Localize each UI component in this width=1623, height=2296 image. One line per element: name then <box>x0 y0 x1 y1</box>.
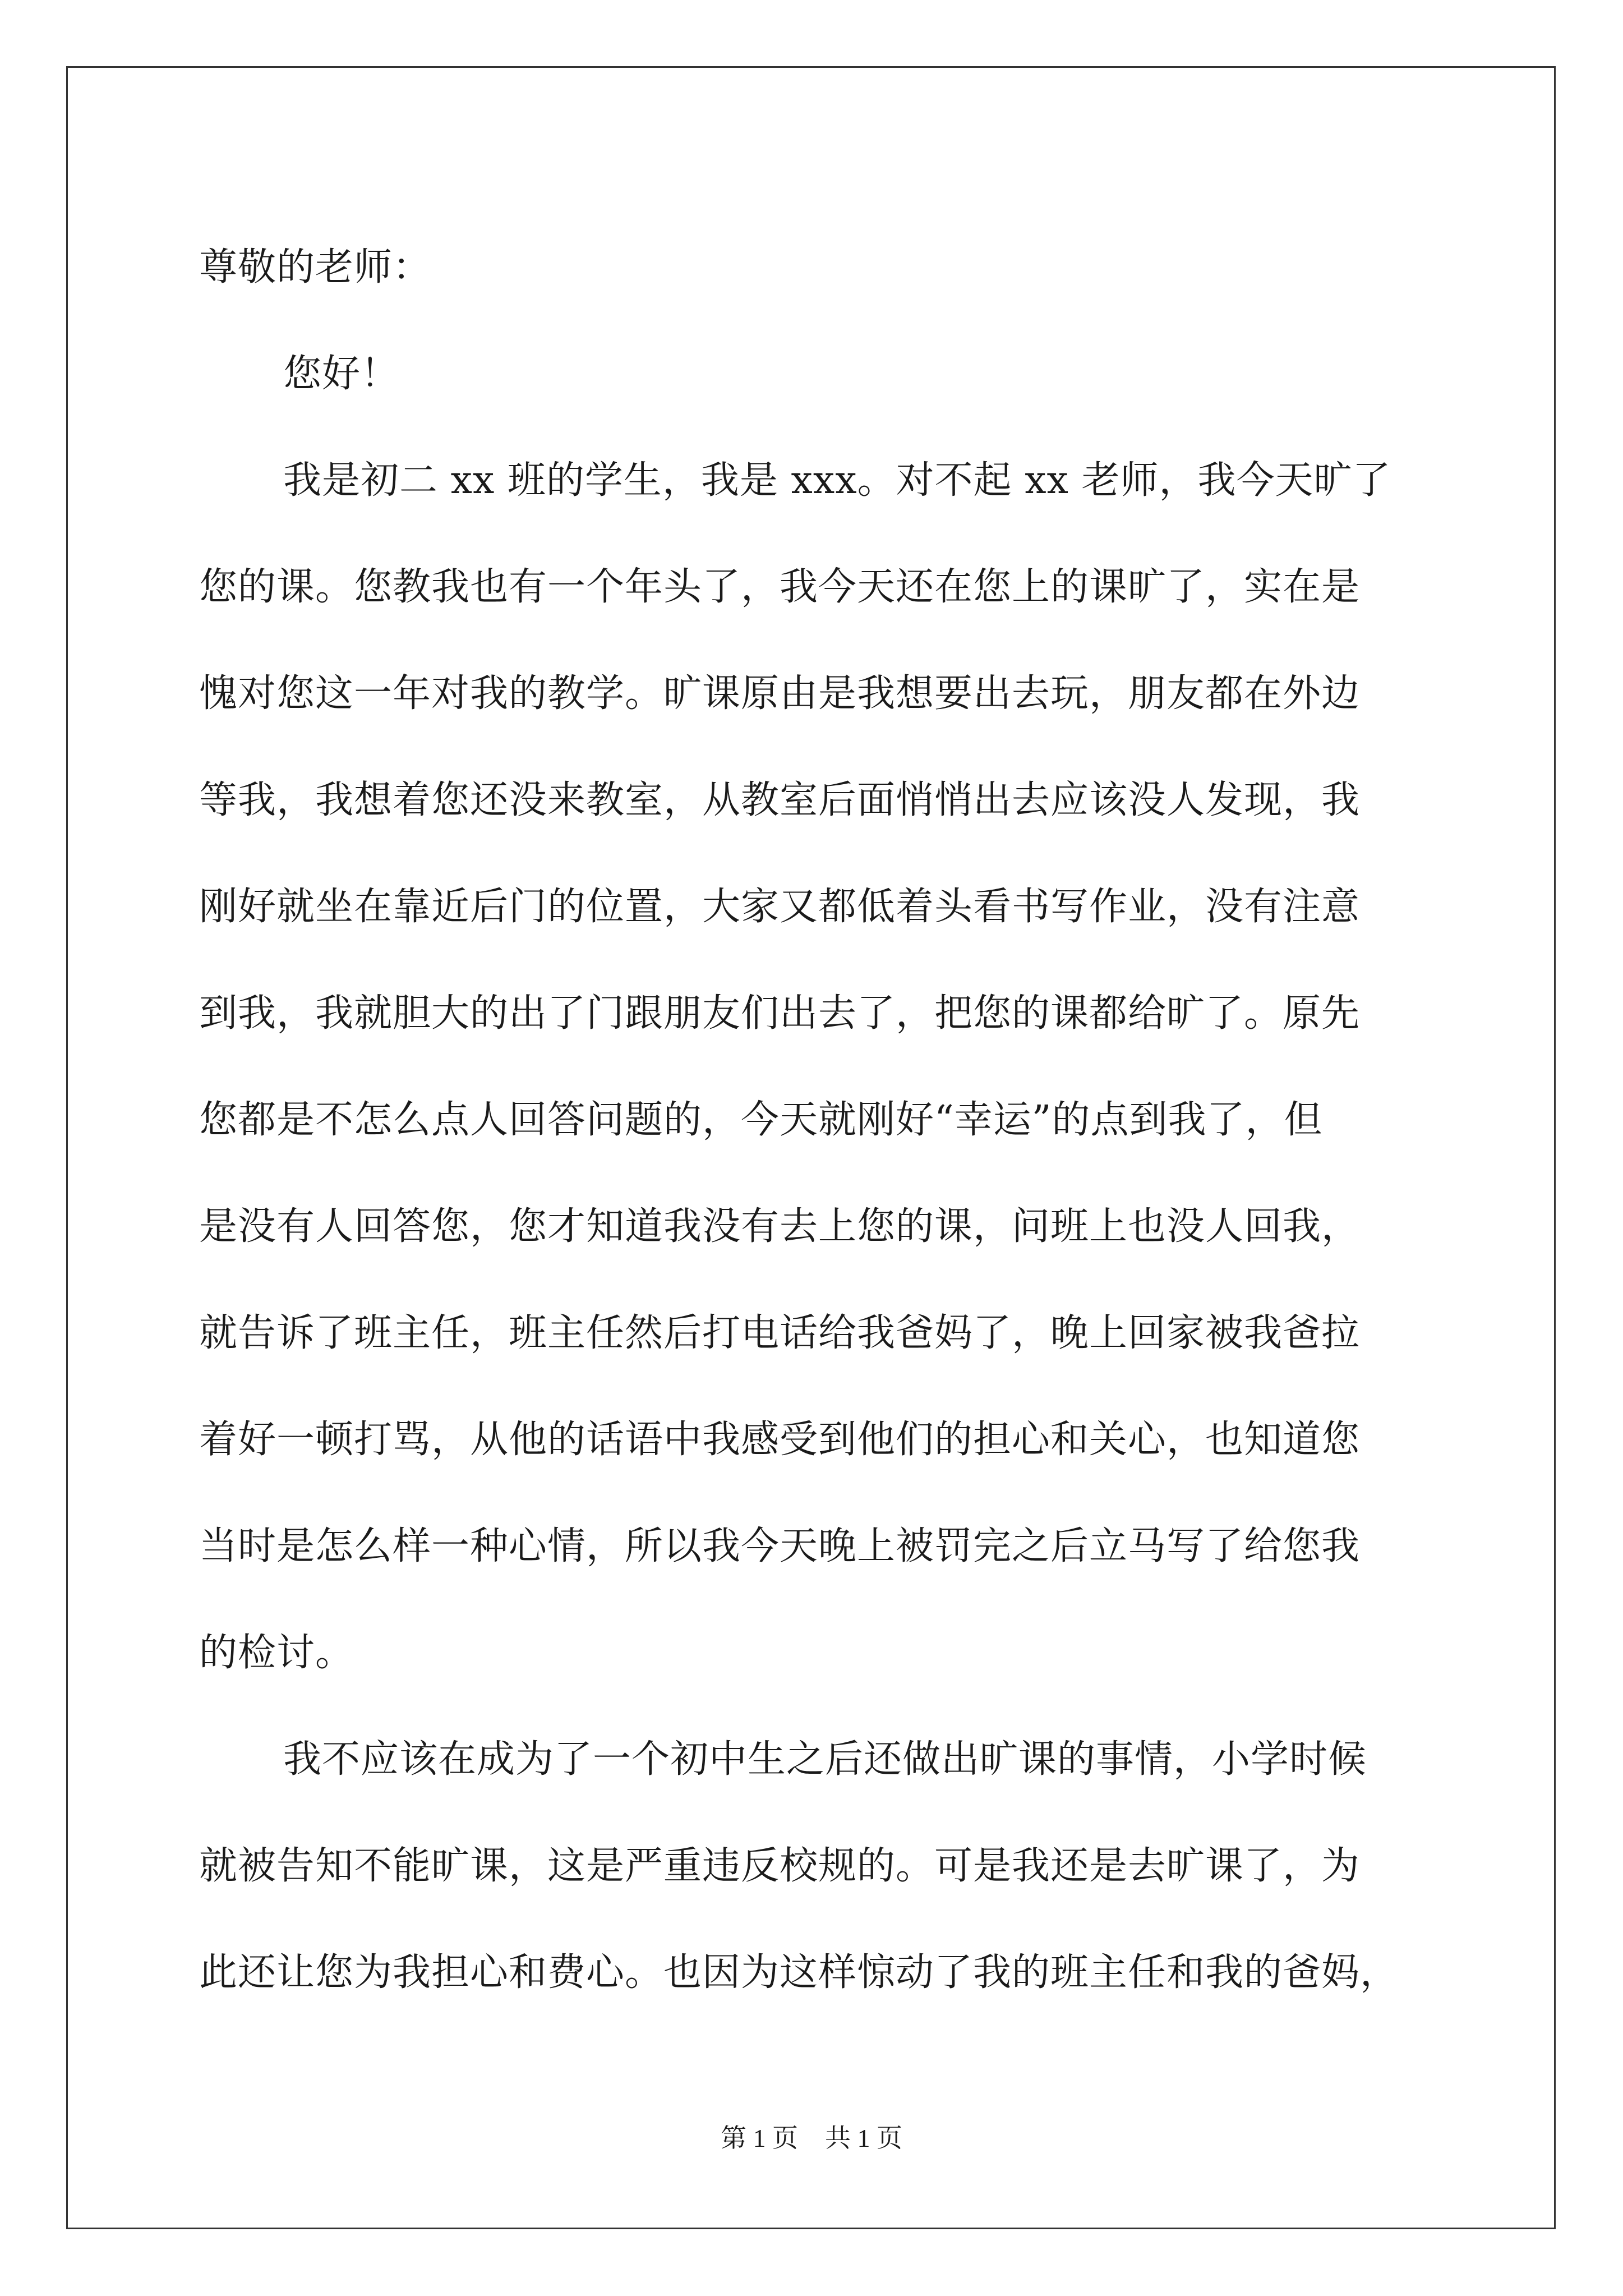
body-line: 就被告知不能旷课，这是严重违反校规的。可是我还是去旷课了，为 <box>199 1844 1361 1888</box>
greeting-line: 您好！ <box>283 352 400 396</box>
body-line: 我是初二 xx 班的学生，我是 xxx。对不起 xx 老师，我今天旷了 <box>283 458 1391 503</box>
body-line: 此还让您为我担心和费心。也因为这样惊动了我的班主任和我的爸妈， <box>199 1950 1399 1995</box>
body-line: 您都是不怎么点人回答问题的，今天就刚好“幸运”的点到我了，但 <box>199 1098 1323 1142</box>
body-line: 到我，我就胆大的出了门跟朋友们出去了，把您的课都给旷了。原先 <box>199 991 1361 1036</box>
body-line: 着好一顿打骂，从他的话语中我感受到他们的担心和关心，也知道您 <box>199 1418 1361 1462</box>
document-body <box>199 214 1433 2026</box>
page-total: 共 1 页 <box>825 2124 902 2152</box>
body-line: 愧对您这一年对我的教学。旷课原由是我想要出去玩，朋友都在外边 <box>199 671 1361 716</box>
body-line: 刚好就坐在靠近后门的位置，大家又都低着头看书写作业，没有注意 <box>199 885 1361 929</box>
body-line: 的检讨。 <box>199 1631 354 1675</box>
salutation-line: 尊敬的老师： <box>199 245 432 289</box>
body-line: 我不应该在成为了一个初中生之后还做出旷课的事情，小学时候 <box>283 1737 1367 1782</box>
body-line: 等我，我想着您还没来教室，从教室后面悄悄出去应该没人发现，我 <box>199 778 1361 822</box>
body-line: 您的课。您教我也有一个年头了，我今天还在您上的课旷了，实在是 <box>199 565 1361 609</box>
body-line: 就告诉了班主任，班主任然后打电话给我爸妈了，晚上回家被我爸拉 <box>199 1311 1361 1355</box>
body-line: 当时是怎么样一种心情，所以我今天晚上被罚完之后立马写了给您我 <box>199 1524 1361 1568</box>
body-line: 是没有人回答您，您才知道我没有去上您的课，问班上也没人回我， <box>199 1204 1361 1249</box>
page-number: 第 1 页 <box>721 2124 798 2152</box>
page-footer <box>0 2122 1623 2155</box>
